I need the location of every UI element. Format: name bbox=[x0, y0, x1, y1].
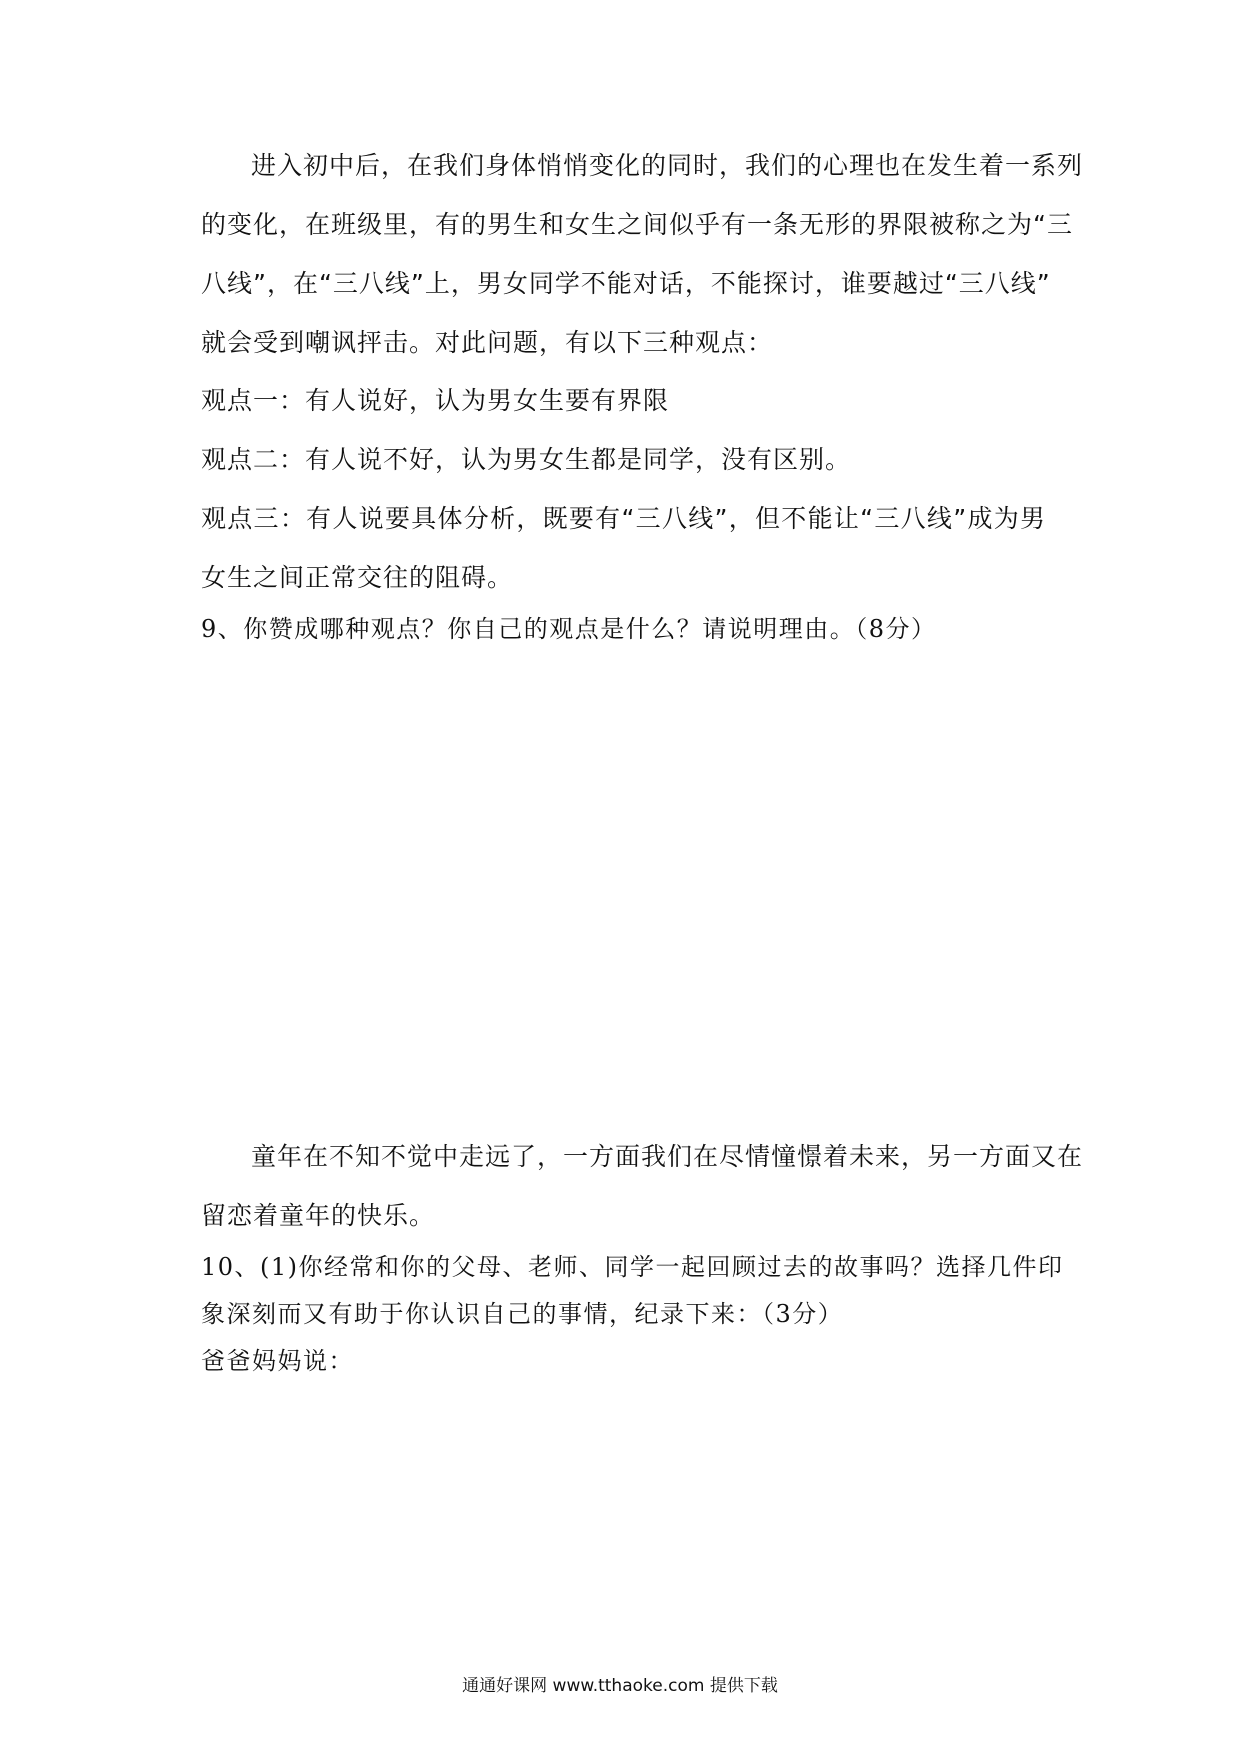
question-10-line1: 10、(1)你经常和你的父母、老师、同学一起回顾过去的故事吗？选择几件印 bbox=[201, 1253, 1064, 1281]
passage1-line1: 进入初中后，在我们身体悄悄变化的同时，我们的心理也在发生着一系列 bbox=[251, 151, 1084, 180]
viewpoint-2: 观点二：有人说不好，认为男女生都是同学，没有区别。 bbox=[201, 445, 852, 474]
page-footer: 通通好课网 www.tthaoke.com 提供下载 bbox=[462, 1676, 778, 1696]
question-10-line2: 象深刻而又有助于你认识自己的事情，纪录下来：（3分） bbox=[201, 1300, 844, 1328]
passage1-line2: 的变化，在班级里，有的男生和女生之间似乎有一条无形的界限被称之为“三 bbox=[201, 210, 1073, 239]
question-9: 9、你赞成哪种观点？你自己的观点是什么？请说明理由。（8分） bbox=[201, 615, 937, 643]
passage2-line2: 留恋着童年的快乐。 bbox=[201, 1201, 436, 1230]
passage2-line1: 童年在不知不觉中走远了，一方面我们在尽情憧憬着未来，另一方面又在 bbox=[251, 1142, 1084, 1171]
passage1-line4: 就会受到嘲讽抨击。对此问题，有以下三种观点： bbox=[201, 328, 774, 357]
viewpoint-3-line2: 女生之间正常交往的阻碍。 bbox=[201, 563, 514, 592]
viewpoint-1: 观点一：有人说好，认为男女生要有界限 bbox=[201, 386, 670, 415]
passage1-line3: 八线”，在“三八线”上，男女同学不能对话，不能探讨，谁要越过“三八线” bbox=[201, 269, 1051, 298]
answer-space-9 bbox=[201, 660, 1046, 1100]
viewpoint-3-line1: 观点三：有人说要具体分析，既要有“三八线”，但不能让“三八线”成为男 bbox=[201, 504, 1046, 533]
question-10-line3: 爸爸妈妈说： bbox=[201, 1347, 354, 1375]
